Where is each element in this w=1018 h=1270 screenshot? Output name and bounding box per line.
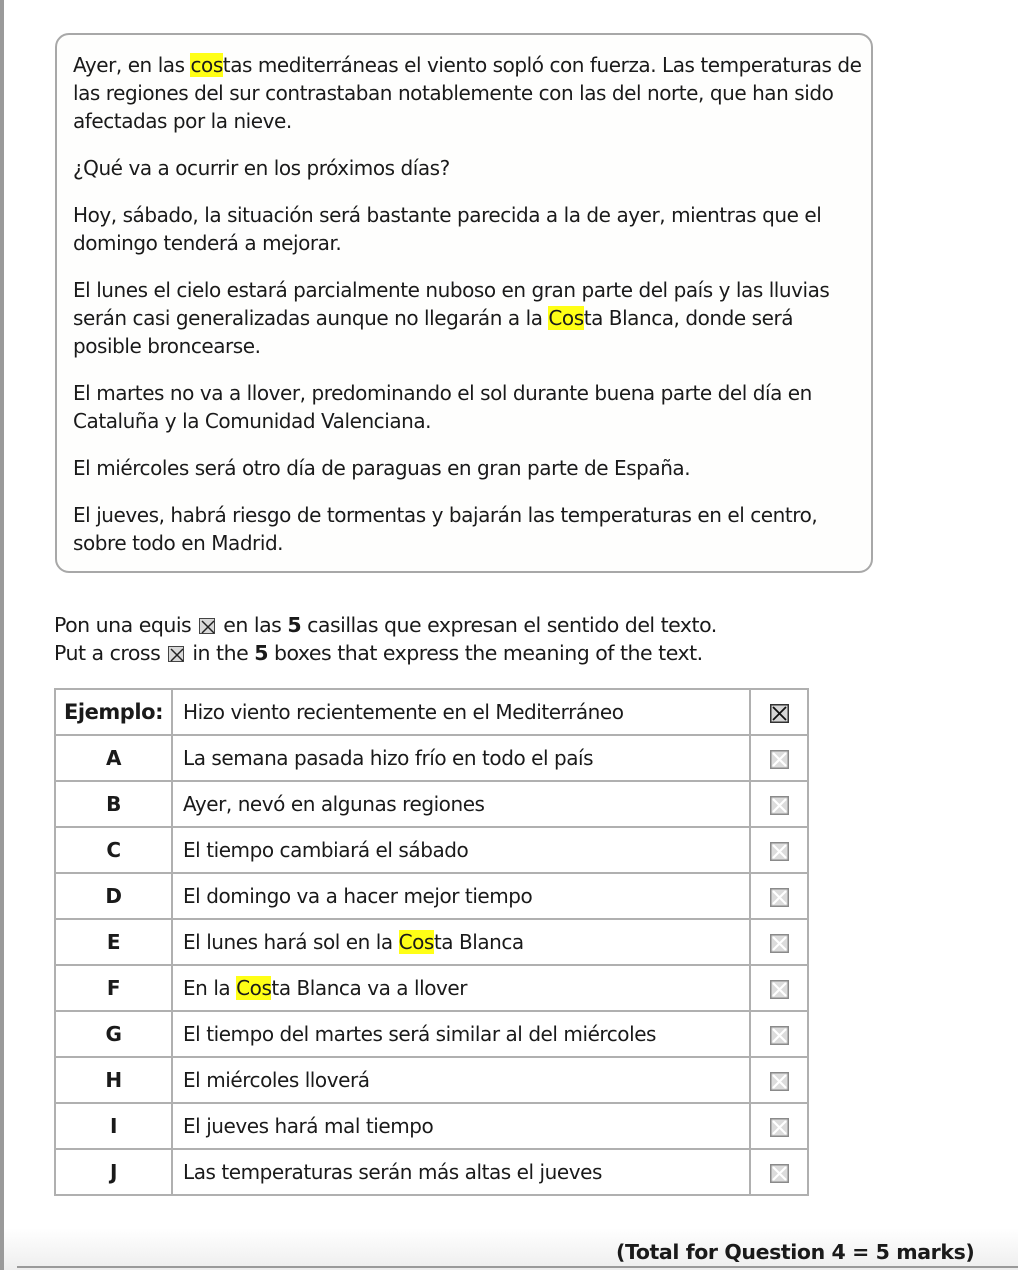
passage-paragraph: [73, 454, 863, 482]
checkbox-j[interactable]: [770, 1164, 789, 1183]
option-checkbox-cell: [750, 1149, 808, 1195]
empty-cross-box-icon: [770, 1118, 789, 1137]
instruction-count: 5: [254, 641, 268, 665]
text-run: ¿Qué va a ocurrir en los próximos días?: [73, 156, 450, 180]
option-statement: [172, 1057, 750, 1103]
text-run: En la: [183, 976, 237, 1000]
option-checkbox-cell: [750, 1103, 808, 1149]
option-row-f: [55, 965, 808, 1011]
instruction-text: casillas que expresan el sentido del texto.: [301, 613, 717, 637]
instruction-text: Put a cross: [54, 641, 161, 665]
text-run: ta Blanca: [433, 930, 524, 954]
option-checkbox-cell: [750, 919, 808, 965]
text-run: El jueves, habrá riesgo de tormentas y bajarán las temperaturas en el centro, sobre todo en Madrid.: [73, 503, 818, 555]
option-letter: D: [55, 873, 172, 919]
passage-paragraph: [73, 379, 863, 435]
option-statement: [172, 1103, 750, 1149]
option-statement: [172, 873, 750, 919]
text-run: tas mediterráneas el viento sopló con fuerza. Las temperaturas de las regiones del sur contrastaban notablemente con las del norte, que han sido afectadas por la nieve.: [73, 53, 862, 133]
text-run: El miércoles lloverá: [183, 1068, 370, 1092]
text-run: El lunes hará sol en la: [183, 930, 399, 954]
question-total: (Total for Question 4 = 5 marks): [616, 1240, 975, 1264]
empty-cross-box-icon: [770, 842, 789, 861]
option-letter: F: [55, 965, 172, 1011]
empty-cross-box-icon: [770, 934, 789, 953]
option-checkbox-cell: [750, 965, 808, 1011]
text-run: El domingo va a hacer mejor tiempo: [183, 884, 533, 908]
checkbox-f[interactable]: [770, 980, 789, 999]
checkbox-b[interactable]: [770, 796, 789, 815]
highlighted-text: Cos: [548, 306, 584, 330]
text-run: El tiempo del martes será similar al del miércoles: [183, 1022, 657, 1046]
option-row-e: [55, 919, 808, 965]
text-run: Hoy, sábado, la situación será bastante parecida a la de ayer, mientras que el domingo tenderá a mejorar.: [73, 203, 822, 255]
reading-passage: [55, 33, 873, 573]
example-row: [55, 689, 808, 735]
text-run: Hizo viento recientemente en el Mediterráneo: [183, 700, 624, 724]
option-letter: G: [55, 1011, 172, 1057]
option-row-c: [55, 827, 808, 873]
text-run: El martes no va a llover, predominando el sol durante buena parte del día en Cataluña y la Comunidad Valenciana.: [73, 381, 812, 433]
text-run: El jueves hará mal tiempo: [183, 1114, 434, 1138]
option-statement: [172, 1011, 750, 1057]
option-statement: [172, 735, 750, 781]
text-run: Las temperaturas serán más altas el jueves: [183, 1160, 602, 1184]
option-checkbox-cell: [750, 735, 808, 781]
option-checkbox-cell: [750, 827, 808, 873]
text-run: Ayer, en las: [73, 53, 191, 77]
highlighted-text: cos: [190, 53, 223, 77]
passage-paragraph: [73, 501, 863, 557]
checkbox-c[interactable]: [770, 842, 789, 861]
option-row-a: [55, 735, 808, 781]
option-letter: B: [55, 781, 172, 827]
checked-cross-icon: [770, 704, 789, 723]
option-checkbox-cell: [750, 689, 808, 735]
text-run: ta Blanca va a llover: [271, 976, 468, 1000]
empty-cross-box-icon: [770, 980, 789, 999]
empty-cross-box-icon: [770, 888, 789, 907]
option-row-i: [55, 1103, 808, 1149]
page-bottom-rule: [17, 1266, 1018, 1268]
text-run: La semana pasada hizo frío en todo el país: [183, 746, 594, 770]
option-letter: J: [55, 1149, 172, 1195]
option-row-d: [55, 873, 808, 919]
instructions: [54, 611, 717, 667]
empty-cross-box-icon: [770, 1072, 789, 1091]
passage-paragraph: [73, 51, 863, 135]
instruction-spanish: [54, 611, 717, 639]
option-letter: Ejemplo:: [55, 689, 172, 735]
checkbox-e[interactable]: [770, 934, 789, 953]
option-checkbox-cell: [750, 1057, 808, 1103]
option-row-h: [55, 1057, 808, 1103]
text-run: El lunes el cielo estará parcialmente nuboso en gran parte del país y las lluvias serán casi generalizadas aunque no llegarán a la: [73, 278, 830, 330]
passage-paragraph: [73, 154, 863, 182]
option-letter: C: [55, 827, 172, 873]
option-statement: [172, 919, 750, 965]
passage-paragraph: [73, 201, 863, 257]
option-row-g: [55, 1011, 808, 1057]
instruction-text: boxes that express the meaning of the text.: [267, 641, 703, 665]
cross-box-icon: [199, 618, 215, 634]
instruction-text: in the: [186, 641, 255, 665]
instruction-text: Pon una equis: [54, 613, 192, 637]
option-letter: I: [55, 1103, 172, 1149]
example-checkbox: [770, 704, 789, 723]
instruction-text: en las: [217, 613, 288, 637]
instruction-count: 5: [287, 613, 302, 637]
text-run: El miércoles será otro día de paraguas en gran parte de España.: [73, 456, 691, 480]
text-run: Ayer, nevó en algunas regiones: [183, 792, 485, 816]
page-left-edge: [0, 0, 4, 1270]
option-statement: [172, 689, 750, 735]
options-table: [54, 688, 809, 1196]
empty-cross-box-icon: [770, 750, 789, 769]
option-statement: [172, 965, 750, 1011]
checkbox-i[interactable]: [770, 1118, 789, 1137]
text-run: El tiempo cambiará el sábado: [183, 838, 469, 862]
instruction-english: [54, 639, 717, 667]
option-letter: E: [55, 919, 172, 965]
text-run: ta Blanca, donde será posible broncearse.: [73, 306, 794, 358]
option-letter: H: [55, 1057, 172, 1103]
cross-box-icon: [168, 646, 184, 662]
option-letter: A: [55, 735, 172, 781]
option-checkbox-cell: [750, 873, 808, 919]
option-statement: [172, 1149, 750, 1195]
highlighted-text: Cos: [236, 976, 272, 1000]
option-statement: [172, 781, 750, 827]
checkbox-a[interactable]: [770, 750, 789, 769]
empty-cross-box-icon: [770, 1164, 789, 1183]
empty-cross-box-icon: [770, 1026, 789, 1045]
option-row-b: [55, 781, 808, 827]
option-row-j: [55, 1149, 808, 1195]
empty-cross-box-icon: [770, 796, 789, 815]
option-checkbox-cell: [750, 781, 808, 827]
checkbox-d[interactable]: [770, 888, 789, 907]
checkbox-h[interactable]: [770, 1072, 789, 1091]
passage-paragraph: [73, 276, 863, 360]
option-statement: [172, 827, 750, 873]
option-checkbox-cell: [750, 1011, 808, 1057]
highlighted-text: Cos: [398, 930, 434, 954]
checkbox-g[interactable]: [770, 1026, 789, 1045]
